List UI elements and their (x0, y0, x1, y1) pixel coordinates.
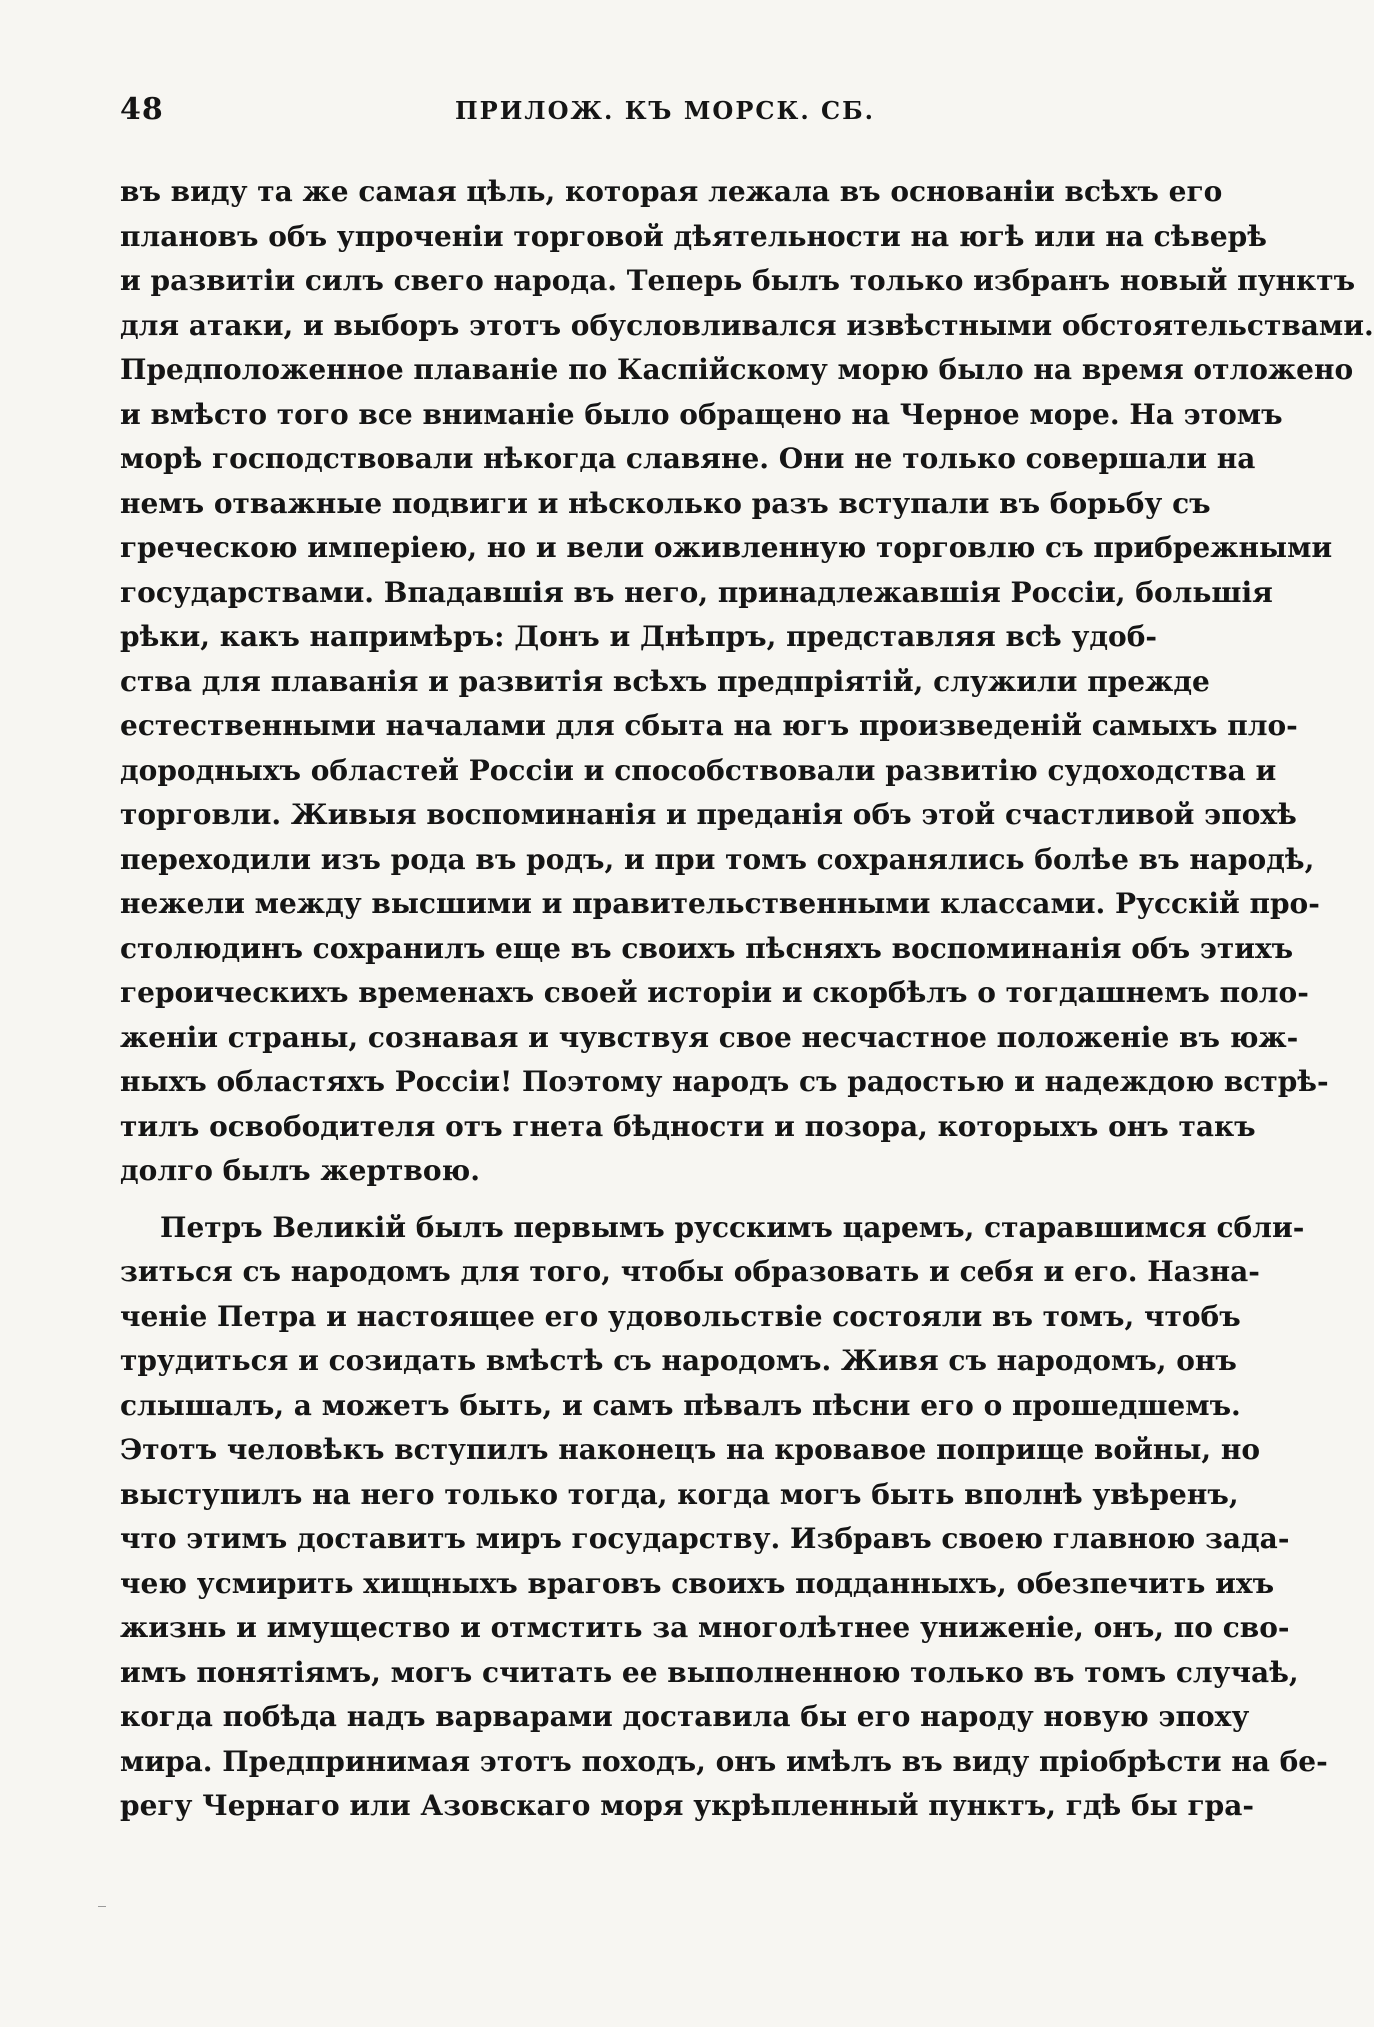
page-header (120, 92, 1110, 132)
text-line: и вмѣсто того все вниманіе было обращено на Черное море. На этомъ (120, 397, 1283, 431)
paragraph-gap (120, 1194, 1110, 1206)
text-line: слышалъ, а можетъ быть, и самъ пѣвалъ пѣсни его о прошедшемъ. (120, 1388, 1241, 1422)
text-line: что этимъ доставитъ миръ государству. Избравъ своею главною зада- (120, 1522, 1290, 1555)
text-line: нежели между высшими и правительственными классами. Русскій про- (120, 887, 1320, 920)
paragraph-2 (120, 1206, 1328, 1829)
text-line: дородныхъ областей Россіи и способствовали развитію судоходства и (120, 753, 1277, 787)
text-line: морѣ господствовали нѣкогда славяне. Они не только совершали на (120, 442, 1256, 475)
text-line: жизнь и имущество и отмстить за многолѣтнее униженіе, онъ, по сво- (120, 1611, 1290, 1644)
text-line: регу Чернаго или Азовскаго моря укрѣпленный пунктъ, гдѣ бы гра- (120, 1789, 1254, 1822)
text-line: переходили изъ рода въ родъ, и при томъ сохранялись болѣе въ народѣ, (120, 842, 1315, 876)
text-line: чею усмирить хищныхъ враговъ своихъ подданныхъ, обезпечить ихъ (120, 1566, 1275, 1600)
text-line: Предположенное плаваніе по Каспійскому морю было на время отложено (120, 353, 1354, 386)
text-line: выступилъ на него только тогда, когда могъ быть вполнѣ увѣренъ, (120, 1477, 1239, 1511)
text-line: героическихъ временахъ своей исторіи и скорбѣлъ о тогдашнемъ поло- (120, 976, 1309, 1009)
text-line: трудиться и созидать вмѣстѣ съ народомъ. Живя съ народомъ, онъ (120, 1344, 1237, 1377)
text-line: ства для плаванія и развитія всѣхъ предпріятій, служили прежде (120, 664, 1210, 698)
text-line: тилъ освободителя отъ гнета бѣдности и позора, которыхъ онъ такъ (120, 1109, 1256, 1143)
text-line: плановъ объ упроченіи торговой дѣятельности на югѣ или на сѣверѣ (120, 219, 1267, 253)
page-number: 48 (120, 92, 164, 127)
text-line: естественными началами для сбыта на югъ произведеній самыхъ пло- (120, 709, 1298, 742)
text-line: женіи страны, сознавая и чувствуя свое несчастное положеніе въ юж- (120, 1020, 1299, 1054)
text-line: столюдинъ сохранилъ еще въ своихъ пѣсняхъ воспоминанія объ этихъ (120, 931, 1294, 965)
text-line: государствами. Впадавшія въ него, принадлежавшія Россіи, большія (120, 575, 1273, 609)
text-line: зиться съ народомъ для того, чтобы образовать и себя и его. Назна- (120, 1255, 1260, 1288)
text-line: имъ понятіямъ, могъ считать ее выполненною только въ томъ случаѣ, (120, 1655, 1299, 1689)
body-text (120, 170, 1374, 1829)
text-line: немъ отважные подвиги и нѣсколько разъ вступали въ борьбу съ (120, 486, 1211, 520)
text-line: рѣки, какъ напримѣръ: Донъ и Днѣпръ, представляя всѣ удоб- (120, 620, 1158, 653)
text-line: въ виду та же самая цѣль, которая лежала въ основаніи всѣхъ его (120, 175, 1223, 208)
paragraph-1 (120, 170, 1374, 1194)
text-line: долго былъ жертвою. (120, 1154, 480, 1187)
text-line: для атаки, и выборъ этотъ обусловливался извѣстными обстоятельствами. (120, 308, 1374, 342)
text-line: торговли. Живыя воспоминанія и преданія объ этой счастливой эпохѣ (120, 798, 1297, 831)
text-line: и развитіи силъ свего народа. Теперь былъ только избранъ новый пунктъ (120, 264, 1356, 297)
text-line: когда побѣда надъ варварами доставила бы его народу новую эпоху (120, 1700, 1250, 1733)
running-title: ПРИЛОЖ. КЪ МОРСК. СБ. (455, 96, 875, 125)
text-line: греческою имперіею, но и вели оживленную торговлю съ прибрежными (120, 531, 1333, 564)
text-line: Этотъ человѣкъ вступилъ наконецъ на кровавое поприще войны, но (120, 1433, 1261, 1466)
text-line: ченіе Петра и настоящее его удовольствіе состояли въ томъ, чтобъ (120, 1299, 1241, 1333)
text-line: ныхъ областяхъ Россіи! Поэтому народъ съ радостью и надеждою встрѣ- (120, 1065, 1329, 1098)
margin-mark (98, 1906, 106, 1907)
text-line: Петръ Великій былъ первымъ русскимъ царемъ, старавшимся сбли- (160, 1210, 1305, 1244)
text-line: мира. Предпринимая этотъ походъ, онъ имѣлъ въ виду пріобрѣсти на бе- (120, 1744, 1328, 1778)
